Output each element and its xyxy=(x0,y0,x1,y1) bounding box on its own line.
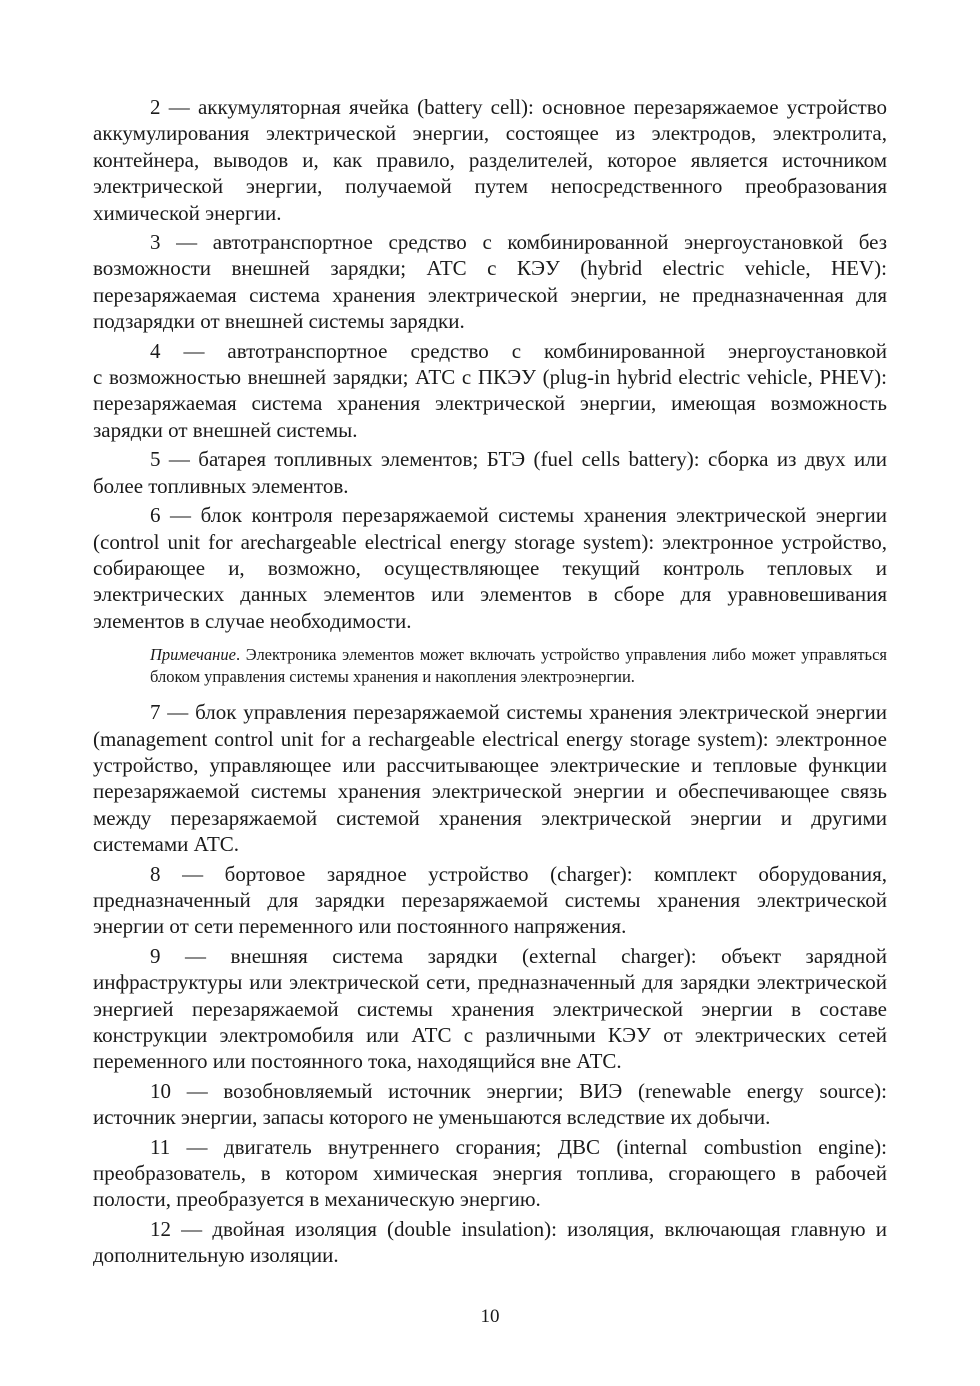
note-paragraph xyxy=(93,644,887,688)
term-6-paragraph: 6 — блок контроля перезаряжаемой системы хранения электрической энергии (control unit for arechargeable electrical energy storage system): электронное устройство, собирающее и, возможно, осуществляющее текущий контроль тепловых и электрических данных элементов или элементов в сборе для уравновешивания элементов в случае необходимости. xyxy=(93,503,887,633)
note-label: Примечание xyxy=(150,645,236,665)
term-5-paragraph: 5 — батарея топливных элементов; БТЭ (fuel cells battery): сборка из двух или более топливных элементов. xyxy=(93,447,887,498)
term-3-paragraph: 3 — автотранспортное средство с комбинированной энергоустановкой без возможности внешней зарядки; АТС с КЭУ (hybrid electric vehicle, HEV): перезаряжаемая система хранения электрической энергии, не предназначенная для подзарядки от внешней системы зарядки. xyxy=(93,230,887,334)
note-text: . Электроника элементов может включать устройство управления либо может управляться блоком управления системы хранения и накопления электроэнергии. xyxy=(150,645,887,687)
document-page xyxy=(93,94,887,1272)
term-8-paragraph: 8 — бортовое зарядное устройство (charger): комплект оборудования, предназначенный для зарядки перезаряжаемой системы хранения электрической энергии от сети переменного или постоянного напряжения. xyxy=(93,861,887,939)
page-number: 10 xyxy=(480,1306,500,1327)
term-11-paragraph: 11 — двигатель внутреннего сгорания; ДВС (internal combustion engine): преобразователь, в котором химическая энергия топлива, сгорающего в рабочей полости, преобразуется в механическую энергию. xyxy=(93,1134,887,1212)
term-10-paragraph: 10 — возобновляемый источник энергии; ВИЭ (renewable energy source): источник энергии, запасы которого не уменьшаются вследствие их добычи. xyxy=(93,1078,887,1130)
term-12-paragraph: 12 — двойная изоляция (double insulation): изоляция, включающая главную и дополнительную изоляции. xyxy=(93,1216,887,1268)
term-7-paragraph: 7 — блок управления перезаряжаемой системы хранения электрической энергии (management control unit for a rechargeable electrical energy storage system): электронное устройство, управляющее или рассчитывающее электрические и тепловые функции перезаряжаемой системы хранения электрической энергии и обеспечивающее связь между перезаряжаемой системой хранения электрической энергии и другими системами АТС. xyxy=(93,700,887,857)
term-2-paragraph: 2 — аккумуляторная ячейка (battery cell): основное перезаряжаемое устройство аккумулирования электрической энергии, состоящее из электродов, электролита, контейнера, выводов и, как правило, разделителей, которое является источником электрической энергии, получаемой путем непосредственного преобразования химической энергии. xyxy=(93,95,887,225)
term-9-paragraph: 9 — внешняя система зарядки (external charger): объект зарядной инфраструктуры или электрической сети, предназначенный для зарядки электрической энергией перезаряжаемой системы хранения электрической энергии в составе конструкции электромобиля или АТС с различными КЭУ от электрических сетей переменного или постоянного тока, находящийся вне АТС. xyxy=(93,943,887,1074)
term-4-paragraph: 4 — автотранспортное средство с комбинированной энергоустановкой с возможностью внешней зарядки; АТС с ПКЭУ (plug-in hybrid electric vehicle, PHEV): перезаряжаемая система хранения электрической энергии, имеющая возможность зарядки от внешней системы. xyxy=(93,338,887,442)
